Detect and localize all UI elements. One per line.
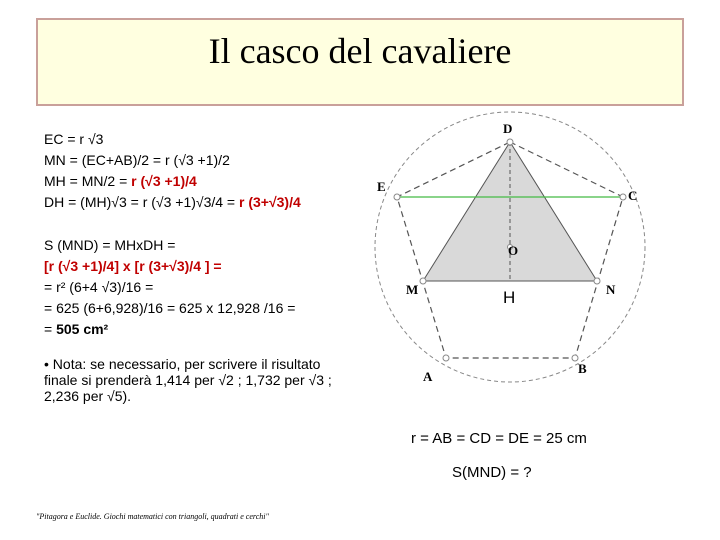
formula-area: S (MND) = MHxDH =: [44, 237, 176, 253]
formula-mh-result: r (√3 +1)/4: [131, 173, 197, 189]
formula-numeric: = 625 (6+6,928)/16 = 625 x 12,928 /16 =: [44, 300, 296, 316]
formula-final-eq: =: [44, 321, 57, 337]
formula-final-result: 505 cm²: [56, 321, 109, 337]
label-e: E: [377, 179, 386, 194]
label-m: M: [406, 282, 419, 297]
label-h: H: [503, 288, 516, 307]
point-c: [620, 194, 626, 200]
point-e: [394, 194, 400, 200]
label-d: D: [503, 121, 513, 136]
point-n: [594, 278, 600, 284]
formula-mn: MN = (EC+AB)/2 = r (√3 +1)/2: [44, 152, 230, 168]
label-o: O: [508, 243, 519, 258]
formula-dh-result: r (3+√3)/4: [239, 194, 301, 210]
formula-product: [r (√3 +1)/4] x [r (3+√3)/4 ] =: [44, 258, 222, 274]
label-c: C: [628, 188, 638, 203]
point-d: [507, 139, 513, 145]
formula-dh-text: DH = (MH)√3 = r (√3 +1)√3/4 =: [44, 194, 239, 210]
label-a: A: [423, 369, 433, 384]
formula-r2: = r² (6+4 √3)/16 =: [44, 279, 154, 295]
caption-question: S(MND) = ?: [452, 464, 532, 481]
source-reference: "Pitagora e Euclide. Giochi matematici con triangoli, quadrati e cerchi": [36, 512, 269, 521]
slide-title: Il casco del cavaliere: [208, 31, 512, 71]
triangle-mnd: [423, 142, 597, 281]
label-b: B: [578, 361, 587, 376]
caption-radius: r = AB = CD = DE = 25 cm: [411, 430, 587, 447]
point-m: [420, 278, 426, 284]
formula-mh-text: MH = MN/2 =: [44, 173, 132, 189]
label-n: N: [606, 282, 616, 297]
point-a: [443, 355, 449, 361]
formula-ec: EC = r √3: [44, 131, 104, 147]
note-text: • Nota: se necessario, per scrivere il risultato finale si prenderà 1,414 per √2 ; 1,732 per √3 ; 2,236 per √5).: [44, 356, 332, 404]
